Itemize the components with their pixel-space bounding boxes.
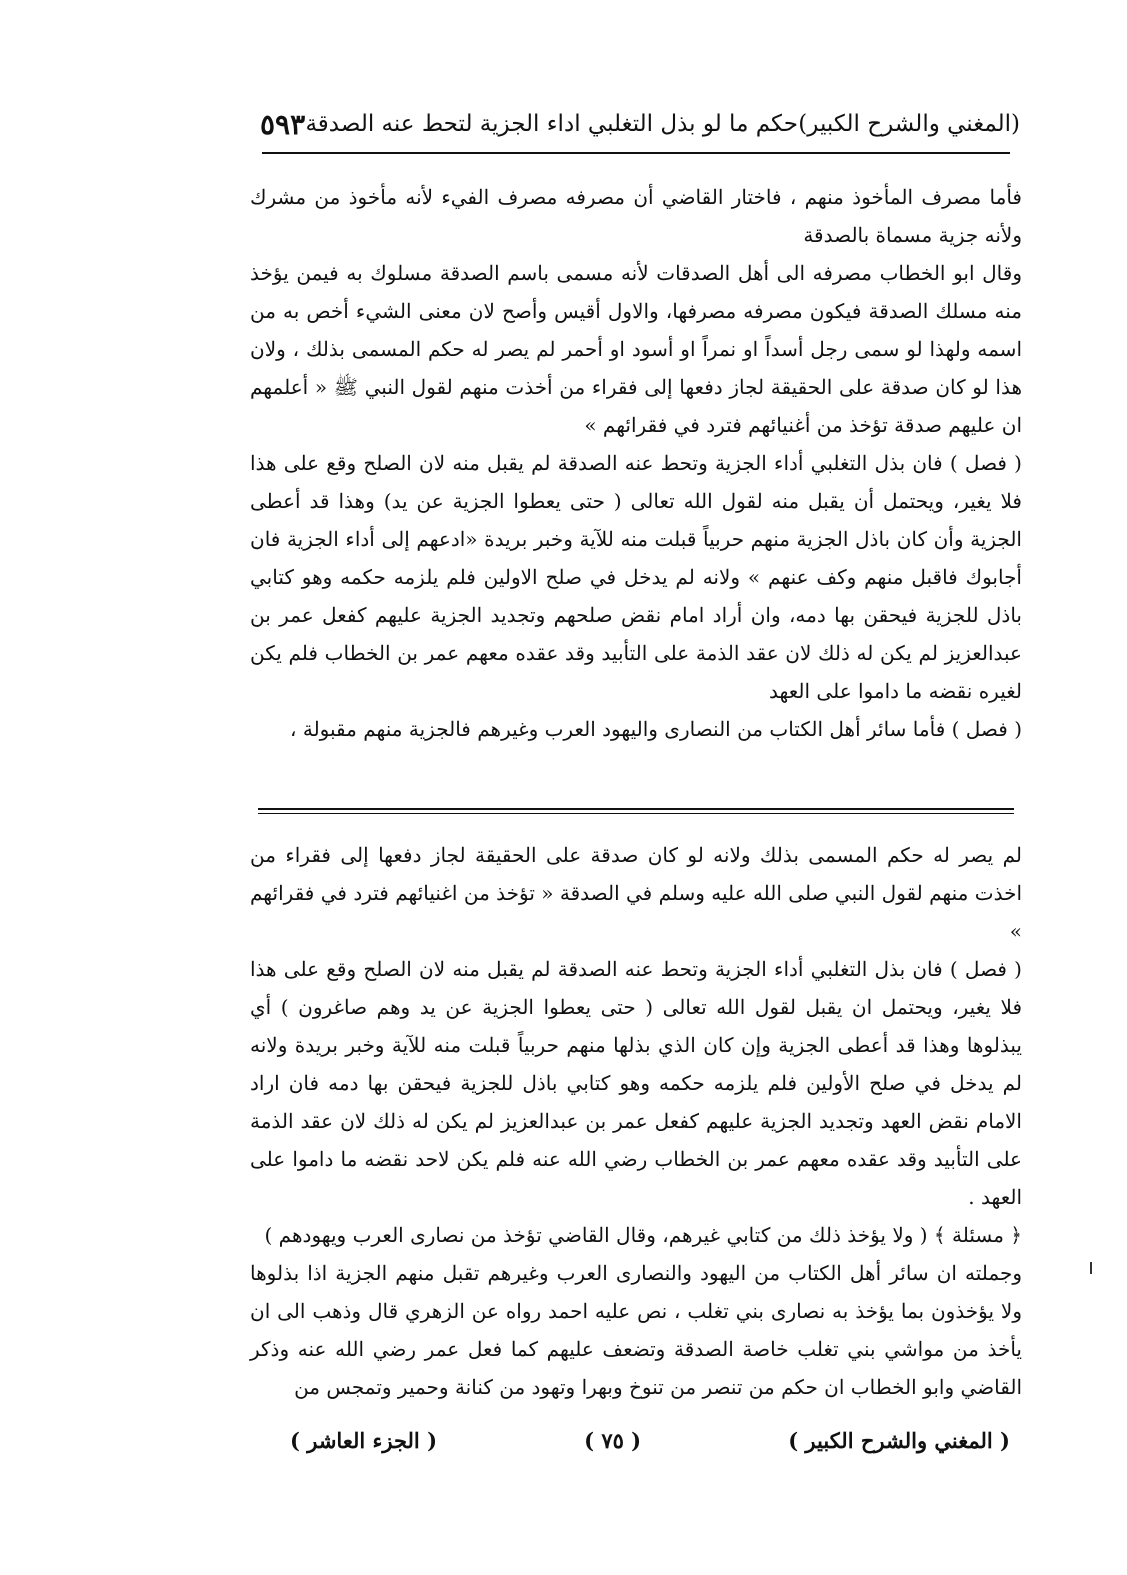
upper-paragraph: وقال ابو الخطاب مصرفه الى أهل الصدقات لأنه مسمى باسم الصدقة مسلوك به فيمن يؤخذ منه مسلك الصدقة فيكون مصرفه مصرفها، والاول أقيس وأصح لان معنى الشيء أخص به من اسمه ولهذا لو سمى رجل أسداً او نمراً او أسود او أحمر لم يصر له حكم المسمى بذلك ، ولان هذا لو كان صدقة على الحقيقة لجاز دفعها إلى فقراء من أخذت منهم لقول النبي ﷺ « أعلمهم ان عليهم صدقة تؤخذ من أغنيائهم فترد في فقرائهم »	[250, 261, 1022, 437]
lower-paragraph: ( فصل ) فان بذل التغلبي أداء الجزية وتحط عنه الصدقة لم يقبل منه لان الصلح وقع على هذا فلا يغير، ويحتمل ان يقبل لقول الله تعالى ( حتى يعطوا الجزية عن يد وهم صاغرون ) أي يبذلوها وهذا قد أعطى الجزية وإن كان الذي بذلها منهم حربياً قبلت منه للآية وخبر بريدة ولانه لم يدخل في صلح الأولين فلم يلزمه حكمه وهو كتابي باذل للجزية فيحقن بها دمه فان اراد الامام نقض العهد وتجديد الجزية عليهم كفعل عمر بن عبدالعزيز لم يكن له ذلك لان عقد الذمة على التأبيد وقد عقده معهم عمر بن الخطاب رضي الله عنه فلم يكن لاحد نقضه ما داموا على العهد .	[250, 957, 1022, 1209]
upper-text-block	[250, 178, 1022, 748]
running-header	[260, 100, 1020, 148]
footer-book-title: ( المغني والشرح الكبير )	[788, 1427, 1010, 1453]
lower-paragraph: لم يصر له حكم المسمى بذلك ولانه لو كان صدقة على الحقيقة لجاز دفعها إلى فقراء من اخذت منهم لقول النبي صلى الله عليه وسلم في الصدقة « تؤخذ من اغنيائهم فترد في فقرائهم »	[250, 843, 1022, 943]
margin-mark	[1090, 1262, 1092, 1274]
header-rule	[262, 152, 1010, 154]
lower-paragraph: ﴿ مسئلة ﴾ ( ولا يؤخذ ذلك من كتابي غيرهم، وقال القاضي تؤخذ من نصارى العرب ويهودهم )	[264, 1223, 1022, 1247]
header-page-number: ٥٩٣	[260, 107, 306, 141]
upper-paragraph: ( فصل ) فأما سائر أهل الكتاب من النصارى واليهود العرب وغيرهم فالجزية منهم مقبولة ،	[290, 717, 1022, 741]
footer-volume: ( الجزء العاشر )	[290, 1427, 437, 1453]
header-book-title: (المغني والشرح الكبير)	[798, 111, 1020, 137]
lower-paragraph: وجملته ان سائر أهل الكتاب من اليهود والنصارى العرب وغيرهم تقبل منهم الجزية اذا بذلوها ولا يؤخذون بما يؤخذ به نصارى بني تغلب ، نص عليه احمد رواه عن الزهري قال وذهب الى ان يأخذ من مواشي بني تغلب خاصة الصدقة وتضعف عليهم كما فعل عمر رضي الله عنه وذكر القاضي وابو الخطاب ان حكم من تنصر من تنوخ وبهرا وتهود من كنانة وحمير وتمجس من	[250, 1261, 1022, 1399]
upper-paragraph: ( فصل ) فان بذل التغلبي أداء الجزية وتحط عنه الصدقة لم يقبل منه لان الصلح وقع على هذا فلا يغير، ويحتمل أن يقبل منه لقول الله تعالى ( حتى يعطوا الجزية عن يد) وهذا قد أعطى الجزية وأن كان باذل الجزية منهم حربياً قبلت منه للآية وخبر بريدة «ادعهم إلى أداء الجزية فان أجابوك فاقبل منهم وكف عنهم » ولانه لم يدخل في صلح الاولين فلم يلزمه حكمه وهو كتابي باذل للجزية فيحقن بها دمه، وان أراد امام نقض صلحهم وتجديد الجزية عليهم كفعل عمر بن عبدالعزيز لم يكن له ذلك لان عقد الذمة على التأبيد وقد عقده معهم عمر بن الخطاب فلم يكن لغيره نقضه ما داموا على العهد	[250, 451, 1022, 703]
page-footer	[290, 1420, 1010, 1460]
section-divider-thick	[258, 808, 1014, 810]
header-section-title: حكم ما لو بذل التغلبي اداء الجزية لتحط عنه الصدقة	[305, 111, 798, 137]
section-divider-thin	[258, 813, 1014, 814]
upper-paragraph: فأما مصرف المأخوذ منهم ، فاختار القاضي أن مصرفه مصرف الفيء لأنه مأخوذ من مشرك ولأنه جزية مسماة بالصدقة	[250, 185, 1022, 247]
footer-page-number: ( ٧٥ )	[584, 1427, 642, 1453]
lower-text-block	[250, 836, 1022, 1406]
